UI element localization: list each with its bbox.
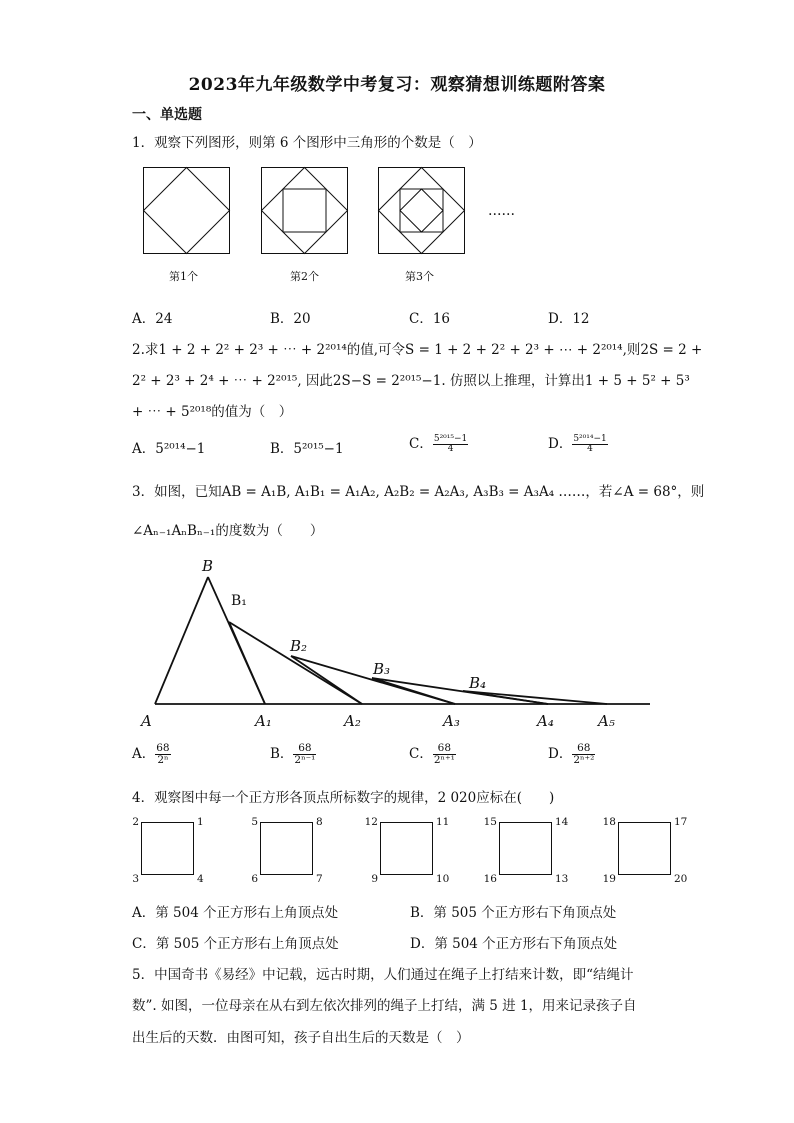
q2-option-a: A．5²⁰¹⁴−1 [132,441,206,457]
q1-option-c: C．16 [409,311,451,327]
q2-option-c-letter: C． [409,436,433,452]
q2-option-c-num: 5²⁰¹⁵−1 [433,433,468,444]
q1-option-b: B．20 [270,311,311,327]
q4-square-1-tr-number: 1 [197,816,204,828]
q3-option-b-den: 2ⁿ⁻¹ [294,754,316,766]
q3-option-b-num: 68 [293,743,316,755]
q5-line-3: 出生后的天数．由图可知，孩子自出生后的天数是（ ） [132,1030,470,1046]
q3-option-c-den: 2ⁿ⁺¹ [433,754,455,766]
q4-square-1-tl-number: 2 [132,816,139,828]
q4-square-4-bl-number: 16 [483,873,497,885]
q2-line-2: 2² + 2³ + 2⁴ + ⋯ + 2²⁰¹⁵, 因此2S−S = 2²⁰¹⁵−1. 仿照以上推理，计算出1 + 5 + 5² + 5³ [132,373,690,389]
q3-point-a: A [141,712,152,730]
q4-square-5-tl-number: 18 [602,816,616,828]
q3-point-a3: A₃ [443,712,460,730]
q3-point-b2: B₂ [290,637,308,655]
q4-square-4-tr-number: 14 [555,816,569,828]
q1-stem: 1．观察下列图形，则第 6 个图形中三角形的个数是（ ） [132,135,482,151]
q3-point-b1: B₁ [231,593,247,609]
q3-option-c-fraction [433,743,456,766]
q2-option-d-num: 5²⁰¹⁴−1 [573,433,607,444]
q3-option-d-den: 2ⁿ⁺² [573,754,595,766]
q1-option-d: D．12 [548,311,590,327]
q4-square-1-bl-number: 3 [132,873,139,885]
section-heading: 一、单选题 [132,107,202,123]
q3-option-d-num: 68 [572,743,595,755]
q4-square-4 [499,822,552,875]
q4-square-3 [380,822,433,875]
q3-option-b-fraction [293,743,316,766]
q2-option-d-den: 4 [587,444,593,454]
q4-square-4-tl-number: 15 [483,816,497,828]
page-title: 2023年九年级数学中考复习：观察猜想训练题附答案 [188,75,606,95]
q5-line-2: 数”. 如图，一位母亲在从右到左依次排列的绳子上打结，满 5 进 1，用来记录孩子自 [132,998,637,1014]
q3-option-b-letter: B． [270,746,294,762]
q3-line-2: ∠Aₙ₋₁AₙBₙ₋₁的度数为（ ） [132,523,324,539]
q2-option-c-den: 4 [447,444,454,454]
q3-option-a-fraction [155,743,170,766]
q3-point-b4: B₄ [469,674,487,692]
q4-option-a: A．第 504 个正方形右上角顶点处 [132,905,339,921]
q4-square-5-tr-number: 17 [674,816,688,828]
q4-square-5-br-number: 20 [674,873,688,885]
q3-option-d [548,742,595,766]
q4-option-d: D．第 504 个正方形右下角顶点处 [410,936,618,952]
q4-square-2-bl-number: 6 [251,873,258,885]
q3-option-a-letter: A． [132,746,156,762]
q3-option-d-fraction [572,743,595,766]
q2-line-1: 2.求1 + 2 + 2² + 2³ + ⋯ + 2²⁰¹⁴的值,可令S = 1 + 2 + 2² + 2³ + ⋯ + 2²⁰¹⁴,则2S = 2 + [132,342,703,358]
q3-option-c-letter: C． [409,746,433,762]
q3-option-c-num: 68 [433,743,456,755]
q3-point-b: B [202,557,214,575]
q3-point-a4: A₄ [537,712,554,730]
q3-option-a-num: 68 [156,741,170,754]
q3-option-c [409,742,456,766]
q4-square-5-bl-number: 19 [602,873,616,885]
q4-square-4-br-number: 13 [555,873,569,885]
q3-option-a-den: 2ⁿ [157,754,169,766]
q1-label-1: 第1个 [169,270,198,283]
q2-option-b: B．5²⁰¹⁵−1 [270,441,344,457]
q1-option-a: A．24 [132,311,173,327]
q4-square-2-tl-number: 5 [251,816,258,828]
q2-option-d-letter: D． [548,436,573,452]
q3-point-b3: B₃ [373,660,391,678]
q4-square-1-br-number: 4 [197,873,204,885]
q4-square-2-br-number: 7 [316,873,323,885]
q1-label-3: 第3个 [405,270,434,283]
q4-stem: 4．观察图中每一个正方形各顶点所标数字的规律，2 020应标在( ) [132,790,555,806]
q3-option-a [132,742,171,766]
q2-line-3: + ⋯ + 5²⁰¹⁸的值为（ ） [132,404,293,420]
q4-option-c: C．第 505 个正方形右上角顶点处 [132,936,339,952]
q4-square-3-tl-number: 12 [364,816,378,828]
q4-square-3-tr-number: 11 [436,816,450,828]
q4-square-1 [141,822,194,875]
q3-line-1: 3．如图，已知AB = A₁B, A₁B₁ = A₁A₂, A₂B₂ = A₂A₃, A₃B₃ = A₃A₄ ……，若∠A = 68°，则 [132,484,705,500]
q3-option-b [270,742,316,766]
q4-square-5 [618,822,671,875]
q3-point-a1: A₁ [255,712,272,730]
q4-square-3-br-number: 10 [436,873,450,885]
q1-label-2: 第2个 [290,270,319,283]
q1-ellipsis: …… [488,203,515,219]
q3-point-a5: A₅ [598,712,615,730]
q4-square-2 [260,822,313,875]
q5-line-1: 5．中国奇书《易经》中记载，远古时期，人们通过在绳子上打结来计数，即“结绳计 [132,967,634,983]
q4-option-b: B．第 505 个正方形右下角顶点处 [410,905,617,921]
q4-square-3-bl-number: 9 [371,873,378,885]
q3-point-a2: A₂ [344,712,361,730]
q3-option-d-letter: D． [548,746,573,762]
q4-square-2-tr-number: 8 [316,816,323,828]
